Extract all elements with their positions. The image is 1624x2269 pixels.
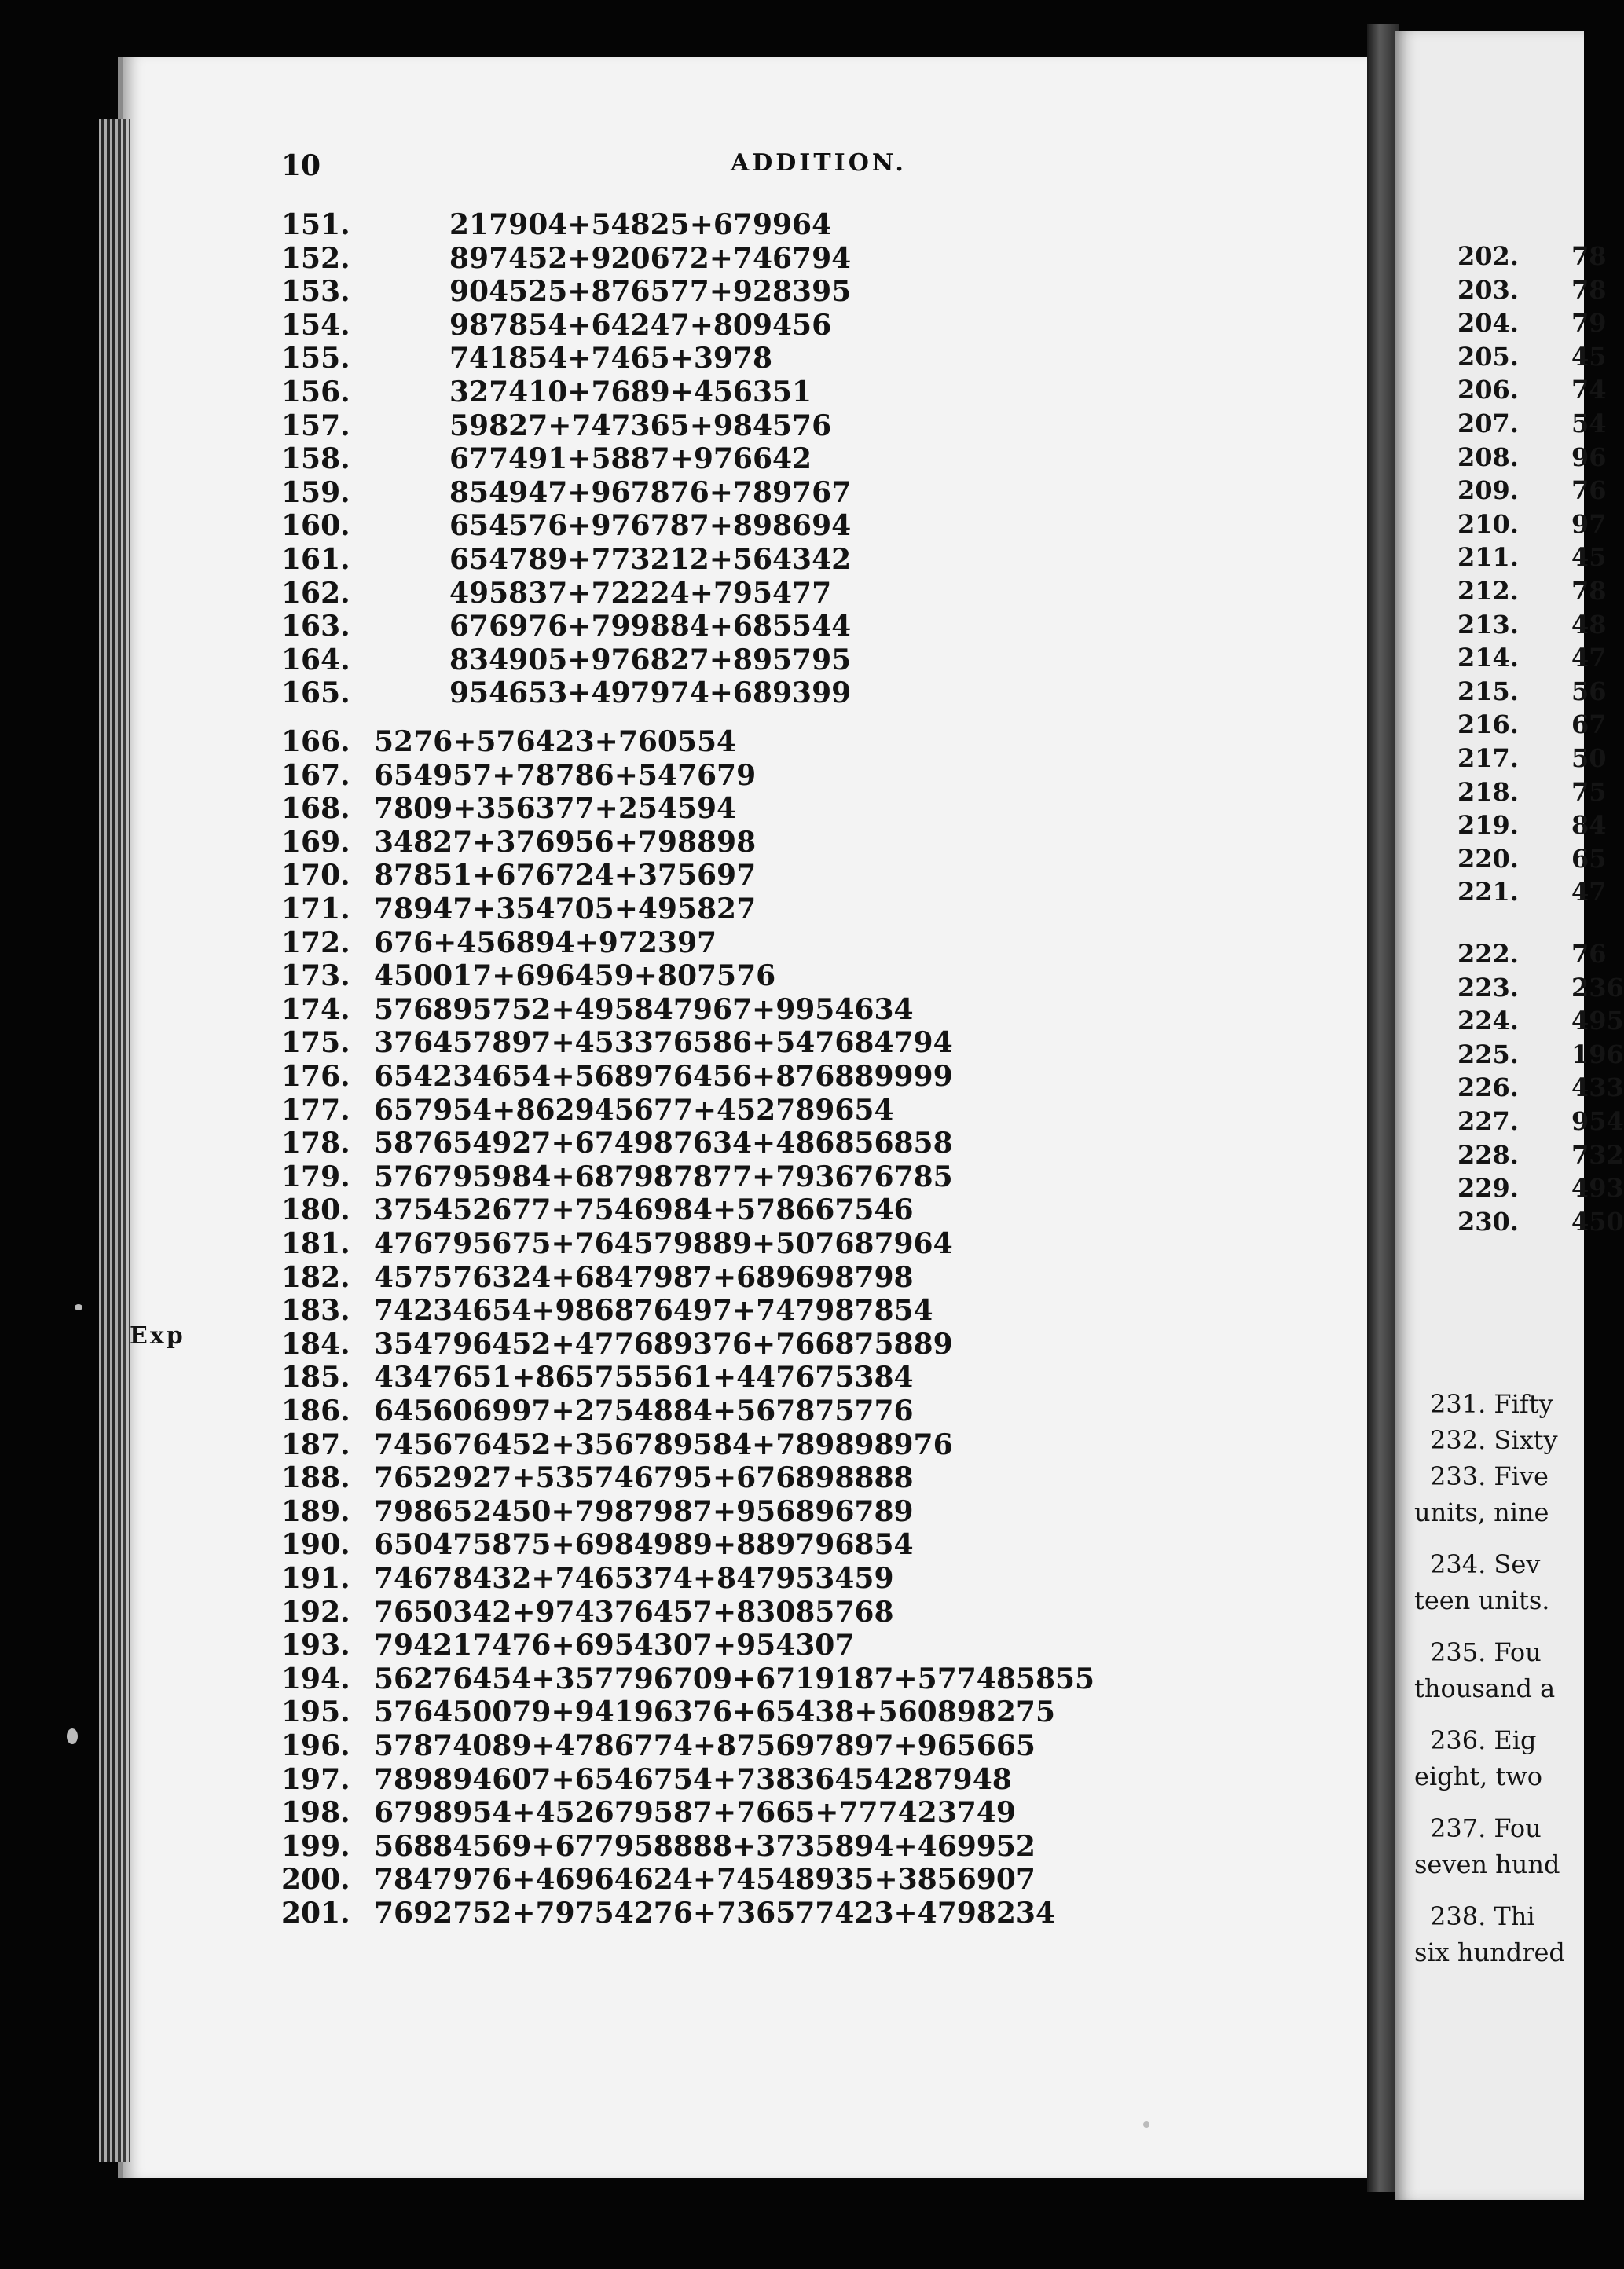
problem-expression: 476795675+764579889+507687964 — [374, 1227, 953, 1260]
problem-number: 171. — [281, 893, 350, 926]
problem-number: 190. — [281, 1528, 350, 1562]
problem-expression: 56276454+357796709+6719187+577485855 — [374, 1662, 1095, 1695]
problem-expression: 7652927+535746795+676898888 — [374, 1461, 914, 1495]
problem-number: 162. — [281, 576, 350, 610]
problem-number: 159. — [281, 475, 350, 509]
problem-number: 196. — [281, 1729, 350, 1762]
problem-number: 182. — [281, 1260, 350, 1294]
problem-number: 230. — [1457, 1206, 1519, 1237]
ink-speck — [75, 1304, 82, 1310]
section-title: ADDITION. — [731, 149, 907, 177]
problem-number: 193. — [281, 1629, 350, 1662]
problem-expression: 834905+976827+895795 — [449, 643, 852, 676]
problem-number: 164. — [281, 643, 350, 676]
problem-number: 198. — [281, 1796, 350, 1830]
problem-expression: 5276+576423+760554 — [374, 725, 737, 758]
problem-expression: 57874089+4786774+875697897+965665 — [374, 1729, 1036, 1762]
problem-expression: 676+456894+972397 — [374, 926, 717, 959]
problem-number: 188. — [281, 1461, 350, 1495]
problem-number: 219. — [1457, 810, 1519, 841]
problem-expression: 495837+72224+795477 — [449, 576, 832, 610]
problem-number: 211. — [1457, 542, 1519, 573]
problem-expression: 741854+7465+3978 — [449, 342, 773, 376]
problem-number: 175. — [281, 1026, 350, 1060]
problem-expression: 217904+54825+679964 — [449, 208, 832, 241]
problem-fragment: 47 — [1571, 877, 1607, 907]
problem-number: 184. — [281, 1327, 350, 1361]
problem-number: 169. — [281, 825, 350, 859]
problem-number: 153. — [281, 275, 350, 309]
problem-number: 212. — [1457, 576, 1519, 606]
problem-fragment: 79 — [1571, 308, 1607, 339]
problem-number: 155. — [281, 342, 350, 376]
problem-number: 220. — [1457, 843, 1519, 874]
problem-number: 168. — [281, 792, 350, 826]
problem-fragment: 76 — [1571, 939, 1607, 969]
problem-expression: 587654927+674987634+486856858 — [374, 1127, 953, 1160]
problem-expression: 576895752+495847967+9954634 — [374, 992, 914, 1026]
problem-number: 208. — [1457, 442, 1519, 472]
problem-number: 228. — [1457, 1139, 1519, 1170]
problem-expression: 676976+799884+685544 — [449, 610, 852, 643]
problem-number: 204. — [1457, 308, 1519, 339]
problem-expression: 576450079+94196376+65438+560898275 — [374, 1695, 1056, 1729]
problem-expression: 650475875+6984989+889796854 — [374, 1528, 914, 1562]
problem-number: 201. — [281, 1897, 350, 1930]
problem-number: 152. — [281, 241, 350, 275]
book-gutter — [1367, 24, 1399, 2192]
problem-expression: 854947+967876+789767 — [449, 475, 852, 509]
problem-expression: 375452677+7546984+578667546 — [374, 1193, 914, 1227]
problem-expression: 6798954+452679587+7665+777423749 — [374, 1796, 1016, 1830]
facing-text-line: 236. Eig — [1430, 1725, 1537, 1755]
problem-expression: 654576+976787+898694 — [449, 509, 852, 543]
problem-number: 213. — [1457, 609, 1519, 640]
problem-fragment: 954 — [1571, 1106, 1624, 1136]
problem-number: 163. — [281, 610, 350, 643]
facing-text-line: eight, two — [1414, 1761, 1542, 1791]
problem-expression: 654957+78786+547679 — [374, 758, 757, 792]
facing-text-line: 232. Sixty — [1430, 1425, 1558, 1455]
problem-number: 156. — [281, 376, 350, 409]
problem-number: 172. — [281, 926, 350, 959]
problem-expression: 897452+920672+746794 — [449, 241, 852, 275]
problem-number: 214. — [1457, 643, 1519, 673]
problem-number: 183. — [281, 1294, 350, 1328]
facing-text-line: 234. Sev — [1430, 1549, 1541, 1579]
problem-expression: 657954+862945677+452789654 — [374, 1093, 894, 1127]
problem-expression: 78947+354705+495827 — [374, 893, 757, 926]
problem-expression: 376457897+453376586+547684794 — [374, 1026, 953, 1060]
problem-fragment: 45 — [1571, 542, 1607, 573]
problem-fragment: 48 — [1571, 609, 1607, 640]
problem-number: 167. — [281, 758, 350, 792]
problem-number: 160. — [281, 509, 350, 543]
problem-fragment: 56 — [1571, 676, 1607, 706]
problem-number: 151. — [281, 208, 350, 241]
problem-number: 224. — [1457, 1006, 1519, 1036]
problem-expression: 7692752+79754276+736577423+4798234 — [374, 1897, 1056, 1930]
problem-number: 192. — [281, 1595, 350, 1629]
problem-number: 158. — [281, 442, 350, 476]
problem-expression: 87851+676724+375697 — [374, 859, 757, 893]
facing-text-line: 237. Fou — [1430, 1813, 1542, 1843]
problem-number: 209. — [1457, 475, 1519, 506]
problem-number: 195. — [281, 1695, 350, 1729]
problem-fragment: 196 — [1571, 1039, 1624, 1069]
problem-number: 191. — [281, 1562, 350, 1595]
problem-fragment: 97 — [1571, 508, 1607, 539]
problem-number: 161. — [281, 543, 350, 576]
problem-number: 165. — [281, 676, 350, 710]
problem-expression: 7809+356377+254594 — [374, 792, 737, 826]
problem-number: 225. — [1457, 1039, 1519, 1069]
problem-number: 229. — [1457, 1173, 1519, 1204]
problem-expression: 457576324+6847987+689698798 — [374, 1260, 914, 1294]
facing-text-line: 231. Fifty — [1430, 1389, 1553, 1419]
facing-text-line: units, nine — [1414, 1497, 1549, 1527]
problem-number: 205. — [1457, 341, 1519, 372]
problem-expression: 59827+747365+984576 — [449, 409, 832, 442]
problem-number: 207. — [1457, 409, 1519, 438]
problem-number: 178. — [281, 1127, 350, 1160]
problem-number: 216. — [1457, 709, 1519, 740]
problem-number: 189. — [281, 1494, 350, 1528]
problem-number: 173. — [281, 959, 350, 993]
problem-number: 206. — [1457, 375, 1519, 405]
facing-text-line: teen units. — [1414, 1585, 1550, 1615]
page-edges — [99, 119, 130, 2162]
problem-fragment: 50 — [1571, 743, 1607, 773]
problem-number: 154. — [281, 308, 350, 342]
problem-number: 202. — [1457, 241, 1519, 271]
problem-number: 170. — [281, 859, 350, 893]
problem-fragment: 78 — [1571, 576, 1607, 606]
problem-fragment: 493 — [1571, 1173, 1624, 1204]
problem-number: 166. — [281, 725, 350, 758]
facing-text-line: seven hund — [1414, 1849, 1560, 1879]
problem-expression: 745676452+356789584+789898976 — [374, 1428, 953, 1461]
facing-text-line: 233. Five — [1430, 1461, 1549, 1491]
problem-fragment: 54 — [1571, 409, 1607, 438]
problem-number: 180. — [281, 1193, 350, 1227]
ink-speck — [67, 1728, 78, 1744]
problem-expression: 74234654+986876497+747987854 — [374, 1294, 933, 1328]
problem-expression: 987854+64247+809456 — [449, 308, 832, 342]
problem-number: 200. — [281, 1863, 350, 1897]
problem-fragment: 75 — [1571, 776, 1607, 807]
problem-expression: 789894607+6546754+73836454287948 — [374, 1762, 1012, 1796]
problem-expression: 954653+497974+689399 — [449, 676, 852, 710]
problem-expression: 576795984+687987877+793676785 — [374, 1160, 953, 1193]
problem-expression: 354796452+477689376+766875889 — [374, 1327, 953, 1361]
problem-fragment: 433 — [1571, 1072, 1624, 1103]
problem-number: 186. — [281, 1395, 350, 1428]
problem-fragment: 236 — [1571, 972, 1624, 1003]
problem-expression: 7650342+974376457+83085768 — [374, 1595, 894, 1629]
page-number: 10 — [281, 149, 321, 182]
problem-number: 179. — [281, 1160, 350, 1193]
problem-fragment: 65 — [1571, 843, 1607, 874]
problem-expression: 794217476+6954307+954307 — [374, 1629, 855, 1662]
facing-text-line: 235. Fou — [1430, 1637, 1542, 1667]
problem-number: 222. — [1457, 939, 1519, 969]
problem-number: 177. — [281, 1093, 350, 1127]
problem-expression: 74678432+7465374+847953459 — [374, 1562, 894, 1595]
problem-expression: 34827+376956+798898 — [374, 825, 757, 859]
problem-number: 217. — [1457, 743, 1519, 773]
problem-expression: 904525+876577+928395 — [449, 275, 852, 309]
problem-number: 185. — [281, 1361, 350, 1395]
problem-number: 227. — [1457, 1106, 1519, 1136]
problem-fragment: 96 — [1571, 442, 1607, 472]
problem-number: 194. — [281, 1662, 350, 1695]
problem-number: 197. — [281, 1762, 350, 1796]
problem-fragment: 47 — [1571, 643, 1607, 673]
problem-number: 174. — [281, 992, 350, 1026]
problem-number: 203. — [1457, 274, 1519, 305]
problem-expression: 56884569+677958888+3735894+469952 — [374, 1829, 1036, 1863]
problem-number: 181. — [281, 1227, 350, 1260]
problem-number: 221. — [1457, 877, 1519, 907]
problem-number: 187. — [281, 1428, 350, 1461]
problem-number: 223. — [1457, 972, 1519, 1003]
problem-fragment: 78 — [1571, 274, 1607, 305]
problem-expression: 7847976+46964624+74548935+3856907 — [374, 1863, 1036, 1897]
problem-expression: 450017+696459+807576 — [374, 959, 776, 993]
problem-fragment: 450 — [1571, 1206, 1624, 1237]
problem-fragment: 495 — [1571, 1006, 1624, 1036]
problem-number: 215. — [1457, 676, 1519, 706]
problem-fragment: 45 — [1571, 341, 1607, 372]
problem-number: 199. — [281, 1829, 350, 1863]
problem-expression: 327410+7689+456351 — [449, 376, 812, 409]
problem-fragment: 84 — [1571, 810, 1607, 841]
facing-page-heading: Exp — [130, 1322, 185, 1350]
problem-expression: 4347651+865755561+447675384 — [374, 1361, 914, 1395]
problem-number: 176. — [281, 1060, 350, 1093]
problem-expression: 645606997+2754884+567875776 — [374, 1395, 914, 1428]
problem-number: 157. — [281, 409, 350, 442]
problem-fragment: 78 — [1571, 241, 1607, 271]
problem-expression: 677491+5887+976642 — [449, 442, 812, 476]
problem-fragment: 67 — [1571, 709, 1607, 740]
problem-number: 226. — [1457, 1072, 1519, 1103]
facing-text-line: six hundred — [1414, 1937, 1565, 1967]
facing-text-line: 238. Thi — [1430, 1901, 1535, 1931]
problem-expression: 798652450+7987987+956896789 — [374, 1494, 914, 1528]
problem-expression: 654234654+568976456+876889999 — [374, 1060, 953, 1093]
problem-fragment: 732 — [1571, 1139, 1624, 1170]
problem-fragment: 74 — [1571, 375, 1607, 405]
problem-number: 218. — [1457, 776, 1519, 807]
problem-expression: 654789+773212+564342 — [449, 543, 852, 576]
facing-text-line: thousand a — [1414, 1673, 1556, 1703]
ink-speck — [1143, 2121, 1149, 2128]
problem-number: 210. — [1457, 508, 1519, 539]
problem-fragment: 76 — [1571, 475, 1607, 506]
